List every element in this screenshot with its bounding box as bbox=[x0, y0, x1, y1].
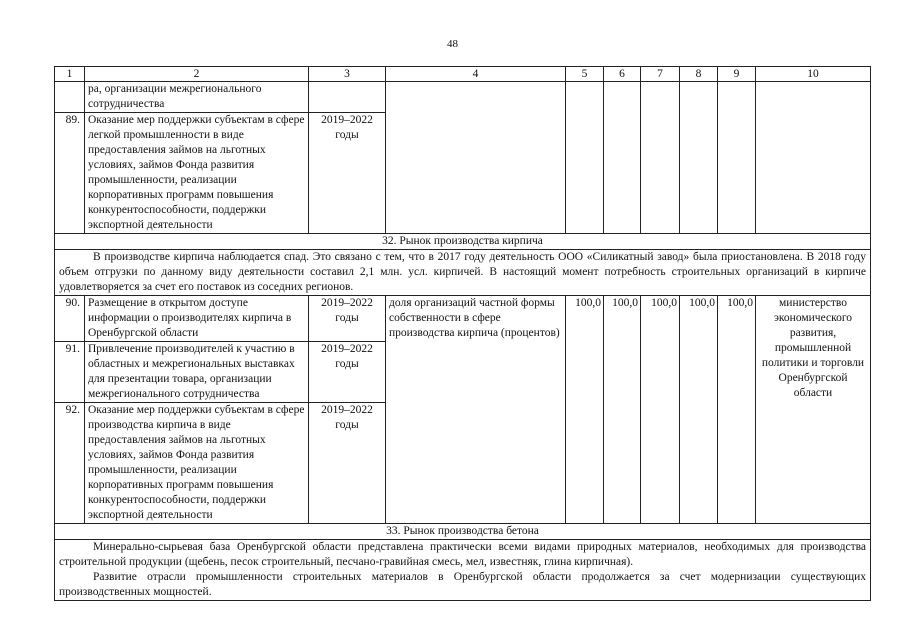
responsible-body: министерство экономического развития, промышленной политики и торговли Оренбургской области bbox=[756, 296, 871, 524]
continuation-text: ра, организации межрегионального сотрудничества bbox=[85, 82, 309, 113]
measures-table bbox=[54, 66, 871, 601]
section-heading-row bbox=[55, 524, 871, 540]
header-cell: 7 bbox=[641, 67, 680, 82]
header-cell: 8 bbox=[680, 67, 718, 82]
period: 2019–2022 годы bbox=[309, 403, 386, 524]
section-paragraph-row bbox=[55, 540, 871, 601]
table-row bbox=[55, 296, 871, 342]
paragraph-line: Минерально-сырьевая база Оренбургской области представлена практически всеми видами природных материалов, необходимых для производства строительной продукции (щебень, песок строительный, песчано-гравийная смесь, мел, известняк, глина кирпичная). bbox=[59, 541, 866, 568]
header-cell: 4 bbox=[386, 67, 566, 82]
header-cell: 10 bbox=[756, 67, 871, 82]
section-paragraph-row bbox=[55, 250, 871, 296]
continuation-row bbox=[55, 82, 871, 113]
section-paragraph: В производстве кирпича наблюдается спад. Это связано с тем, что в 2017 году деятельность ООО «Силикатный завод» была приостановлена. В 2018 году объем отгрузки по данному виду деятельности составил 2,1 млн. усл. кирпичей. В настоящий момент потребность строительных организаций в кирпиче удовлетворяется за счет его поставок из соседних регионов. bbox=[55, 250, 871, 296]
row-number: 90. bbox=[55, 296, 85, 342]
indicator-value: 100,0 bbox=[566, 296, 604, 524]
row-number: 91. bbox=[55, 342, 85, 403]
row-number: 92. bbox=[55, 403, 85, 524]
measure-text: Оказание мер поддержки субъектам в сфере легкой промышленности в виде предоставления займов на льготных условиях, займов Фонда развития промышленности, реализации корпоративных программ повышения конкурентоспособности, поддержки экспортной деятельности bbox=[85, 113, 309, 234]
section-paragraph bbox=[55, 540, 871, 601]
section-title: 32. Рынок производства кирпича bbox=[55, 234, 871, 250]
indicator-text: доля организаций частной формы собственности в сфере производства кирпича (процентов) bbox=[386, 296, 566, 524]
section-title: 33. Рынок производства бетона bbox=[55, 524, 871, 540]
indicator-value: 100,0 bbox=[680, 296, 718, 524]
page-number: 48 bbox=[447, 38, 458, 50]
period: 2019–2022 годы bbox=[309, 342, 386, 403]
paragraph-line: Развитие отрасли промышленности строительных материалов в Оренбургской области продолжается за счет модернизации существующих производственных мощностей. bbox=[59, 571, 866, 598]
measure-text: Привлечение производителей к участию в областных и межрегиональных выставках для презентации товара, организации межрегионального сотрудничества bbox=[85, 342, 309, 403]
indicator-value: 100,0 bbox=[604, 296, 641, 524]
period: 2019–2022 годы bbox=[309, 296, 386, 342]
header-cell: 9 bbox=[718, 67, 756, 82]
period: 2019–2022 годы bbox=[309, 113, 386, 234]
measure-text: Оказание мер поддержки субъектам в сфере производства кирпича в виде предоставления займов на льготных условиях, займов Фонда развития промышленности, реализации корпоративных программ повышения конкурентоспособности, поддержки экспортной деятельности bbox=[85, 403, 309, 524]
header-cell: 3 bbox=[309, 67, 386, 82]
header-row bbox=[55, 67, 871, 82]
header-cell: 1 bbox=[55, 67, 85, 82]
header-cell: 5 bbox=[566, 67, 604, 82]
measure-text: Размещение в открытом доступе информации о производителях кирпича в Оренбургской области bbox=[85, 296, 309, 342]
section-heading-row bbox=[55, 234, 871, 250]
header-cell: 6 bbox=[604, 67, 641, 82]
indicator-value: 100,0 bbox=[641, 296, 680, 524]
header-cell: 2 bbox=[85, 67, 309, 82]
indicator-value: 100,0 bbox=[718, 296, 756, 524]
row-number: 89. bbox=[55, 113, 85, 234]
